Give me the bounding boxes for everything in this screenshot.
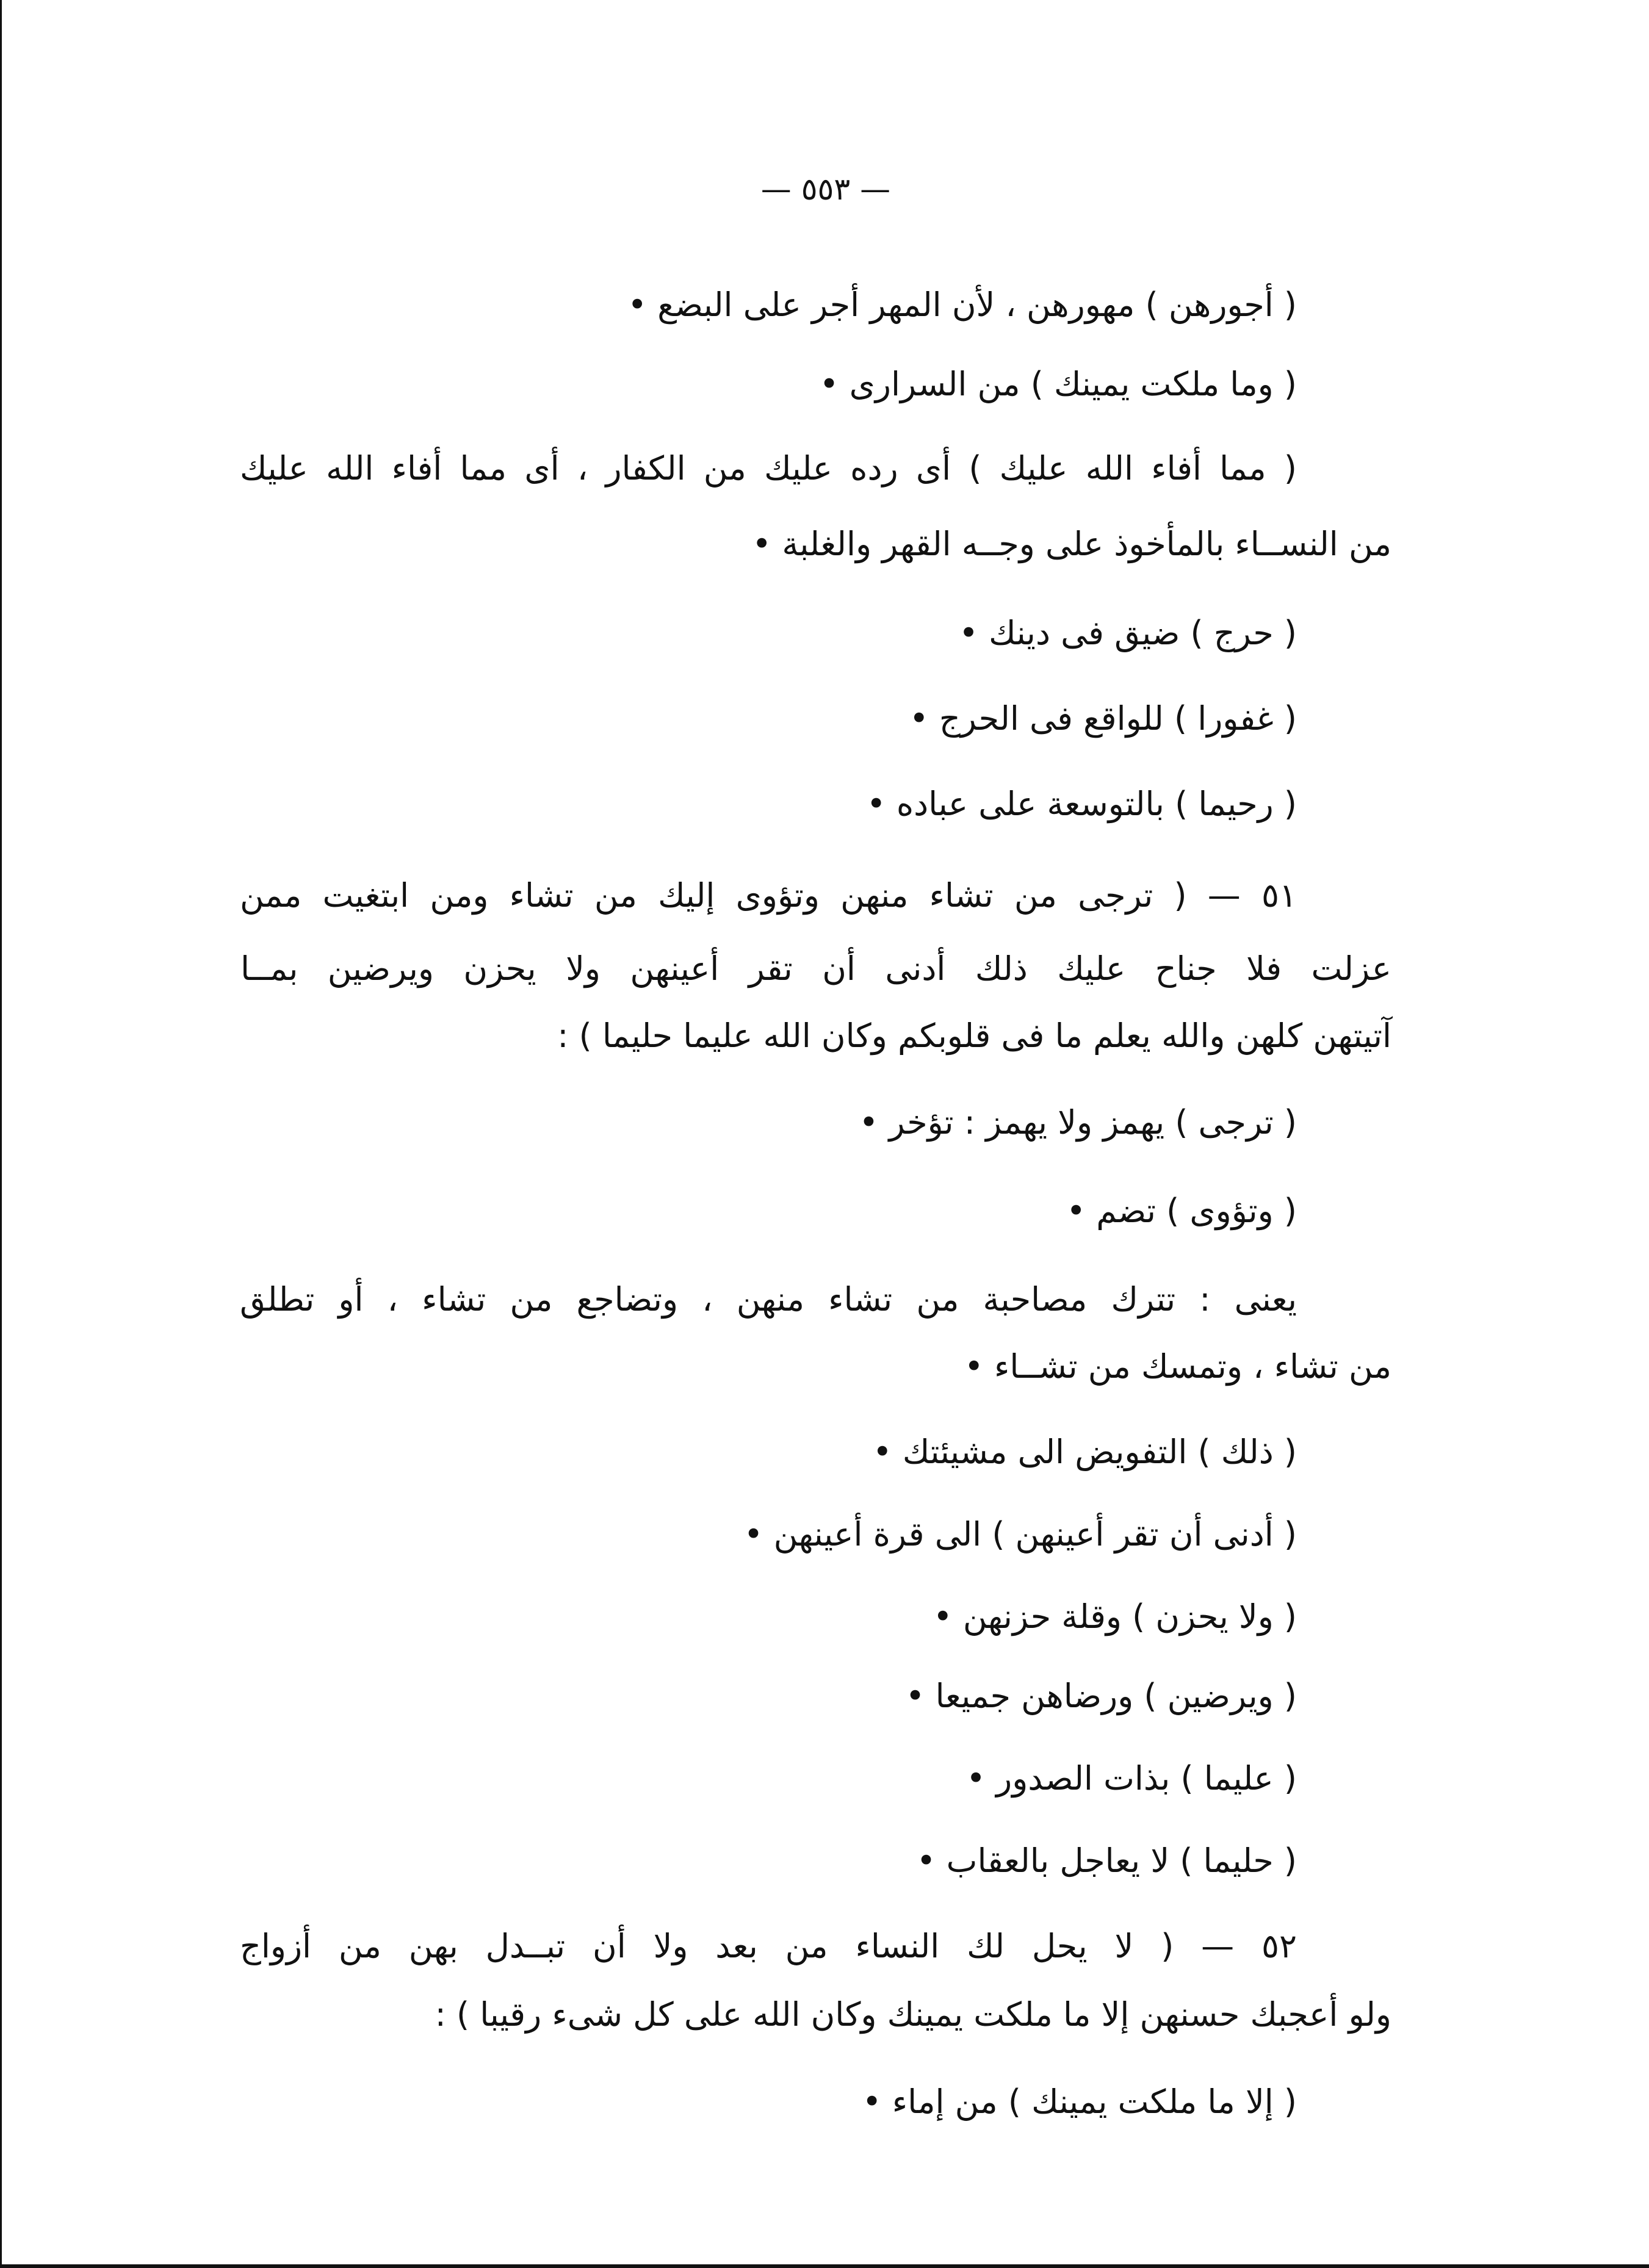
- explanation-line-2: من تشاء ، وتمسك من تشــاء •: [964, 1347, 1391, 1386]
- gloss-mimma-afaa-cont: من النســاء بالمأخوذ على وجــه القهر والغلبة •: [752, 525, 1391, 563]
- gloss-tuwi: ( وتؤوى ) تضم •: [1066, 1192, 1297, 1230]
- gloss-adna: ( أدنى أن تقر أعينهن ) الى قرة أعينهن •: [743, 1515, 1297, 1553]
- gloss-haliman: ( حليما ) لا يعاجل بالعقاب •: [916, 1841, 1297, 1880]
- gloss-la-yahzanna: ( ولا يحزن ) وقلة حزنهن •: [933, 1597, 1297, 1636]
- gloss-rahiman: ( رحيما ) بالتوسعة على عباده •: [866, 785, 1297, 823]
- verse-51-line-3: آتيتهن كلهن والله يعلم ما فى قلوبكم وكان الله عليما حليما ) :: [557, 1017, 1391, 1055]
- gloss-haraj: ( حرج ) ضيق فى دينك •: [959, 614, 1297, 652]
- page-number: — ٥٥٣ —: [760, 171, 891, 207]
- gloss-mimma-afaa: ( مما أفاء الله عليك ) أى رده عليك من الكفار ، أى مما أفاء الله عليك: [240, 449, 1297, 488]
- gloss-turji: ( ترجى ) يهمز ولا يهمز : تؤخر •: [859, 1103, 1297, 1142]
- verse-51-line-1: ٥١ — ( ترجى من تشاء منهن وتؤوى إليك من تشاء ومن ابتغيت ممن: [240, 876, 1297, 915]
- verse-52-line-2: ولو أعجبك حسنهن إلا ما ملكت يمينك وكان الله على كل شىء رقيبا ) :: [435, 1995, 1391, 2034]
- gloss-ghafuran: ( غفورا ) للواقع فى الحرج •: [909, 699, 1297, 738]
- gloss-dhalika: ( ذلك ) التفويض الى مشيئتك •: [872, 1433, 1297, 1471]
- gloss-ujurahunna: ( أجورهن ) مهورهن ، لأن المهر أجر على البضع •: [627, 286, 1297, 324]
- explanation-line-1: يعنى : تترك مصاحبة من تشاء منهن ، وتضاجع من تشاء ، أو تطلق: [240, 1280, 1297, 1319]
- gloss-illa-ma-malakat: ( إلا ما ملكت يمينك ) من إماء •: [862, 2083, 1297, 2121]
- gloss-aliman: ( عليما ) بذات الصدور •: [966, 1759, 1297, 1798]
- gloss-yardayna: ( ويرضين ) ورضاهن جميعا •: [905, 1677, 1297, 1715]
- page-bottom-border: [2, 2264, 1649, 2266]
- verse-51-line-2: عزلت فلا جناح عليك ذلك أدنى أن تقر أعينهن ولا يحزن ويرضين بمــا: [240, 949, 1391, 988]
- gloss-wa-ma-malakat: ( وما ملكت يمينك ) من السرارى •: [819, 365, 1297, 403]
- verse-52-line-1: ٥٢ — ( لا يحل لك النساء من بعد ولا أن تبــدل بهن من أزواج: [240, 1927, 1297, 1965]
